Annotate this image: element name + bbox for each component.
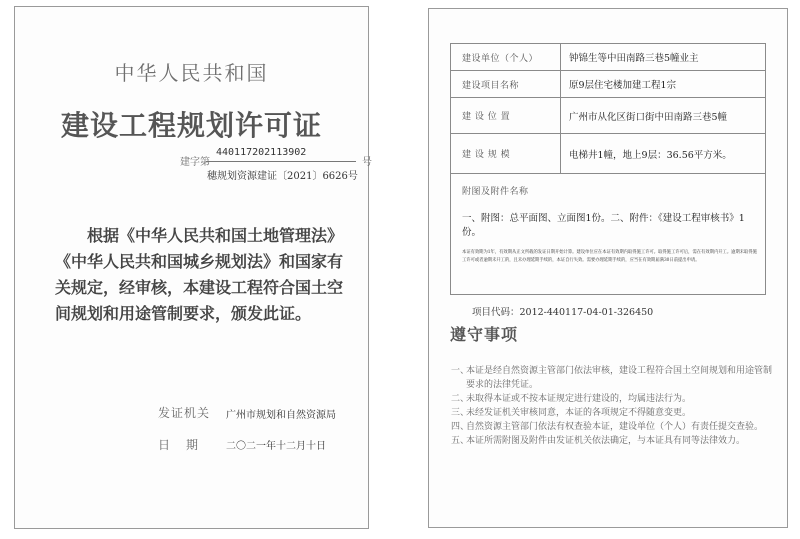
list-item <box>451 364 776 392</box>
project-code: 项目代码：2012-440117-04-01-326450 <box>472 307 654 318</box>
list-item <box>451 434 776 448</box>
table-row <box>451 44 765 71</box>
row-value: 广州市从化区街口街中田南路三巷5幢 <box>569 111 728 123</box>
table-row <box>451 98 765 134</box>
row-label: 建设项目名称 <box>451 71 561 97</box>
rule-number: 一、 <box>451 366 470 376</box>
attachments-label: 附图及附件名称 <box>462 187 529 197</box>
certificate-title: 建设工程规划许可证 <box>60 109 322 142</box>
rule-number: 五、 <box>451 436 470 446</box>
date-value: 二〇二一年十二月十日 <box>226 441 326 452</box>
rule-text: 自然资源主管部门依法有权查验本证，建设单位（个人）有责任提交查验。 <box>466 422 764 432</box>
rule-number: 二、 <box>451 394 470 404</box>
rule-text: 本证所需附图及附件由发证机关依法确定，与本证具有同等法律效力。 <box>466 436 746 446</box>
certificate-body: 根据《中华人民共和国土地管理法》《中华人民共和国城乡规划法》和国家有关规定，经审核，本建设工程符合国土空间规划和用途管制要求，颁发此证。 <box>55 226 344 323</box>
list-item <box>451 420 776 434</box>
issuer-label: 发证机关 <box>158 406 211 420</box>
country-name: 中华人民共和国 <box>114 61 269 85</box>
row-value: 原9层住宅楼加建工程1宗 <box>569 80 677 91</box>
rule-text: 未经发证机关审核同意，本证的各项规定不得随意变更。 <box>466 408 692 418</box>
table-row <box>451 134 765 174</box>
row-label: 建设单位（个人） <box>451 44 561 70</box>
project-info-table <box>450 43 766 295</box>
document-code: 穗规划资源建证〔2021〕6626号 <box>207 171 358 182</box>
rule-text: 本证是经自然资源主管部门依法审核，建设工程符合国土空间规划和用途管制要求的法律凭证。 <box>466 366 773 390</box>
issuer-value: 广州市规划和自然资源局 <box>226 410 336 421</box>
attachments-text: 一、附图：总平面图、立面图1份。二、附件：《建设工程审核书》1份。 <box>462 213 745 238</box>
certificate-front-page <box>14 6 372 529</box>
number-prefix: 建字第 <box>180 157 210 168</box>
rules-list <box>451 364 776 448</box>
rule-text: 未取得本证或不按本证规定进行建设的，均属违法行为。 <box>466 394 692 404</box>
list-item <box>451 392 776 406</box>
row-value: 电梯井1幢，地上9层：36.56平方米。 <box>569 149 732 161</box>
list-item <box>451 406 776 420</box>
validity-note: 本证有效期为1年，有效期从正文所载的发证日期开始计算。建设单位应在本证有效期内取得施工许可。取得施工许可后，需在有效期内开工。逾期未取得施工许可或者逾期未开工的，且未办理延期手续的，本证自行失效。需要办理延期手续的，应当在有效期届满30日前提出申请。 <box>462 250 757 263</box>
row-label: 建 设 位 置 <box>451 98 561 133</box>
table-row <box>451 71 765 98</box>
rule-number: 三、 <box>451 408 470 418</box>
notice-title: 遵守事项 <box>450 325 519 344</box>
number-suffix: 号 <box>362 157 372 168</box>
rule-number: 四、 <box>451 422 470 432</box>
certificate-detail-page <box>428 8 788 528</box>
row-value: 钟锦生等中田南路三巷5幢业主 <box>569 53 699 64</box>
row-label: 建 设 规 模 <box>451 134 561 173</box>
certificate-number: 440117202113902 <box>206 147 356 162</box>
date-label: 日期 <box>158 438 215 452</box>
